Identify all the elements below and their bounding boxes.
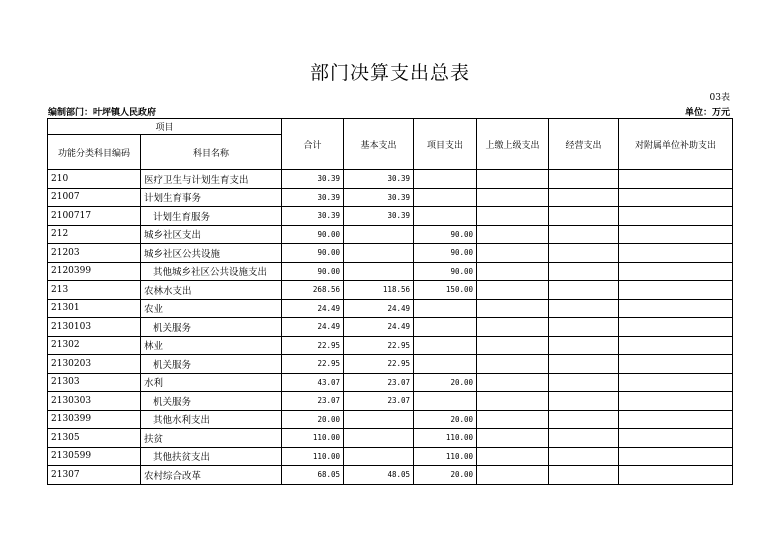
cell-project: [414, 392, 477, 411]
cell-code: 2130103: [48, 318, 141, 337]
cell-name: 农林水支出: [141, 281, 282, 300]
cell-project: 20.00: [414, 466, 477, 485]
table-row: [48, 188, 733, 207]
cell-basic: [344, 225, 414, 244]
cell-subsidiary: [619, 336, 733, 355]
cell-code: 21301: [48, 299, 141, 318]
header-upper: 上缴上级支出: [477, 119, 549, 170]
cell-total: 110.00: [282, 447, 344, 466]
cell-project: 20.00: [414, 373, 477, 392]
cell-name: 机关服务: [141, 392, 282, 411]
table-row: [48, 447, 733, 466]
table-row: [48, 318, 733, 337]
cell-total: 22.95: [282, 355, 344, 374]
cell-project: 20.00: [414, 410, 477, 429]
cell-project: [414, 207, 477, 226]
cell-name: 医疗卫生与计划生育支出: [141, 170, 282, 189]
cell-subsidiary: [619, 429, 733, 448]
cell-upper: [477, 410, 549, 429]
unit-label: 单位：万元: [684, 108, 730, 118]
cell-basic: 48.05: [344, 466, 414, 485]
cell-subsidiary: [619, 355, 733, 374]
cell-name: 机关服务: [141, 318, 282, 337]
cell-operation: [549, 373, 619, 392]
cell-upper: [477, 392, 549, 411]
cell-upper: [477, 170, 549, 189]
cell-upper: [477, 207, 549, 226]
cell-project: [414, 188, 477, 207]
cell-operation: [549, 244, 619, 263]
cell-code: 2130203: [48, 355, 141, 374]
cell-basic: [344, 447, 414, 466]
cell-upper: [477, 429, 549, 448]
cell-basic: 118.56: [344, 281, 414, 300]
cell-subsidiary: [619, 299, 733, 318]
cell-name: 机关服务: [141, 355, 282, 374]
cell-total: 30.39: [282, 188, 344, 207]
cell-name: 其他城乡社区公共设施支出: [141, 262, 282, 281]
cell-subsidiary: [619, 373, 733, 392]
cell-subsidiary: [619, 225, 733, 244]
expenditure-table: [47, 118, 733, 485]
table-row: [48, 355, 733, 374]
cell-name: 扶贫: [141, 429, 282, 448]
cell-operation: [549, 466, 619, 485]
cell-upper: [477, 244, 549, 263]
cell-name: 其他扶贫支出: [141, 447, 282, 466]
cell-project: 150.00: [414, 281, 477, 300]
cell-total: 110.00: [282, 429, 344, 448]
cell-total: 90.00: [282, 262, 344, 281]
cell-total: 22.95: [282, 336, 344, 355]
cell-upper: [477, 355, 549, 374]
cell-name: 农业: [141, 299, 282, 318]
cell-total: 90.00: [282, 244, 344, 263]
cell-subsidiary: [619, 207, 733, 226]
cell-upper: [477, 318, 549, 337]
cell-name: 城乡社区支出: [141, 225, 282, 244]
cell-operation: [549, 262, 619, 281]
header-operation: 经营支出: [549, 119, 619, 170]
table-row: [48, 410, 733, 429]
cell-total: 43.07: [282, 373, 344, 392]
cell-operation: [549, 447, 619, 466]
cell-basic: 24.49: [344, 318, 414, 337]
cell-operation: [549, 429, 619, 448]
table-row: [48, 429, 733, 448]
cell-operation: [549, 336, 619, 355]
header-name: 科目名称: [141, 135, 282, 170]
table-row: [48, 225, 733, 244]
cell-upper: [477, 225, 549, 244]
cell-operation: [549, 207, 619, 226]
header-total: 合计: [282, 119, 344, 170]
page-title: 部门决算支出总表: [309, 62, 470, 84]
table-row: [48, 299, 733, 318]
cell-operation: [549, 392, 619, 411]
cell-operation: [549, 299, 619, 318]
cell-subsidiary: [619, 392, 733, 411]
header-item-group: 项目: [48, 119, 282, 135]
cell-operation: [549, 410, 619, 429]
cell-name: 其他水利支出: [141, 410, 282, 429]
cell-basic: [344, 429, 414, 448]
cell-total: 268.56: [282, 281, 344, 300]
cell-basic: 30.39: [344, 170, 414, 189]
cell-code: 21302: [48, 336, 141, 355]
cell-basic: 22.95: [344, 355, 414, 374]
table-row: [48, 281, 733, 300]
cell-basic: [344, 244, 414, 263]
table-row: [48, 466, 733, 485]
cell-name: 计划生育事务: [141, 188, 282, 207]
cell-project: [414, 355, 477, 374]
cell-operation: [549, 188, 619, 207]
cell-subsidiary: [619, 262, 733, 281]
cell-subsidiary: [619, 281, 733, 300]
cell-project: 90.00: [414, 225, 477, 244]
cell-code: 210: [48, 170, 141, 189]
cell-upper: [477, 299, 549, 318]
cell-code: 2120399: [48, 262, 141, 281]
cell-operation: [549, 318, 619, 337]
table-row: [48, 262, 733, 281]
cell-upper: [477, 466, 549, 485]
cell-operation: [549, 170, 619, 189]
cell-project: 90.00: [414, 244, 477, 263]
table-number: 03表: [709, 93, 730, 103]
cell-subsidiary: [619, 244, 733, 263]
cell-project: [414, 170, 477, 189]
cell-upper: [477, 262, 549, 281]
cell-subsidiary: [619, 447, 733, 466]
department-label: 编制部门：叶坪镇人民政府: [48, 108, 157, 118]
cell-upper: [477, 336, 549, 355]
cell-basic: [344, 410, 414, 429]
header-basic: 基本支出: [344, 119, 414, 170]
cell-name: 水利: [141, 373, 282, 392]
cell-total: 68.05: [282, 466, 344, 485]
cell-total: 90.00: [282, 225, 344, 244]
cell-upper: [477, 373, 549, 392]
table-row: [48, 207, 733, 226]
cell-operation: [549, 281, 619, 300]
cell-subsidiary: [619, 318, 733, 337]
cell-code: 2130303: [48, 392, 141, 411]
cell-basic: 23.07: [344, 373, 414, 392]
cell-name: 城乡社区公共设施: [141, 244, 282, 263]
table-row: [48, 170, 733, 189]
cell-upper: [477, 281, 549, 300]
table-row: [48, 373, 733, 392]
table-row: [48, 244, 733, 263]
cell-code: 2100717: [48, 207, 141, 226]
cell-total: 30.39: [282, 170, 344, 189]
cell-code: 21305: [48, 429, 141, 448]
cell-code: 212: [48, 225, 141, 244]
cell-total: 30.39: [282, 207, 344, 226]
cell-project: 110.00: [414, 429, 477, 448]
cell-subsidiary: [619, 410, 733, 429]
cell-code: 21203: [48, 244, 141, 263]
cell-code: 2130399: [48, 410, 141, 429]
cell-operation: [549, 225, 619, 244]
cell-name: 林业: [141, 336, 282, 355]
cell-code: 21307: [48, 466, 141, 485]
cell-subsidiary: [619, 170, 733, 189]
cell-project: 90.00: [414, 262, 477, 281]
cell-code: 21303: [48, 373, 141, 392]
cell-upper: [477, 447, 549, 466]
cell-code: 213: [48, 281, 141, 300]
table-row: [48, 392, 733, 411]
table-row: [48, 336, 733, 355]
cell-basic: 23.07: [344, 392, 414, 411]
cell-name: 农村综合改革: [141, 466, 282, 485]
cell-total: 20.00: [282, 410, 344, 429]
header-project: 项目支出: [414, 119, 477, 170]
cell-operation: [549, 355, 619, 374]
cell-total: 23.07: [282, 392, 344, 411]
cell-subsidiary: [619, 188, 733, 207]
cell-basic: 30.39: [344, 188, 414, 207]
cell-project: 110.00: [414, 447, 477, 466]
cell-basic: [344, 262, 414, 281]
cell-subsidiary: [619, 466, 733, 485]
cell-project: [414, 299, 477, 318]
cell-code: 21007: [48, 188, 141, 207]
header-subsidiary: 对附属单位补助支出: [619, 119, 733, 170]
cell-total: 24.49: [282, 318, 344, 337]
cell-name: 计划生育服务: [141, 207, 282, 226]
cell-basic: 24.49: [344, 299, 414, 318]
cell-project: [414, 336, 477, 355]
cell-upper: [477, 188, 549, 207]
cell-total: 24.49: [282, 299, 344, 318]
cell-basic: 30.39: [344, 207, 414, 226]
cell-project: [414, 318, 477, 337]
header-code: 功能分类科目编码: [48, 135, 141, 170]
cell-basic: 22.95: [344, 336, 414, 355]
cell-code: 2130599: [48, 447, 141, 466]
